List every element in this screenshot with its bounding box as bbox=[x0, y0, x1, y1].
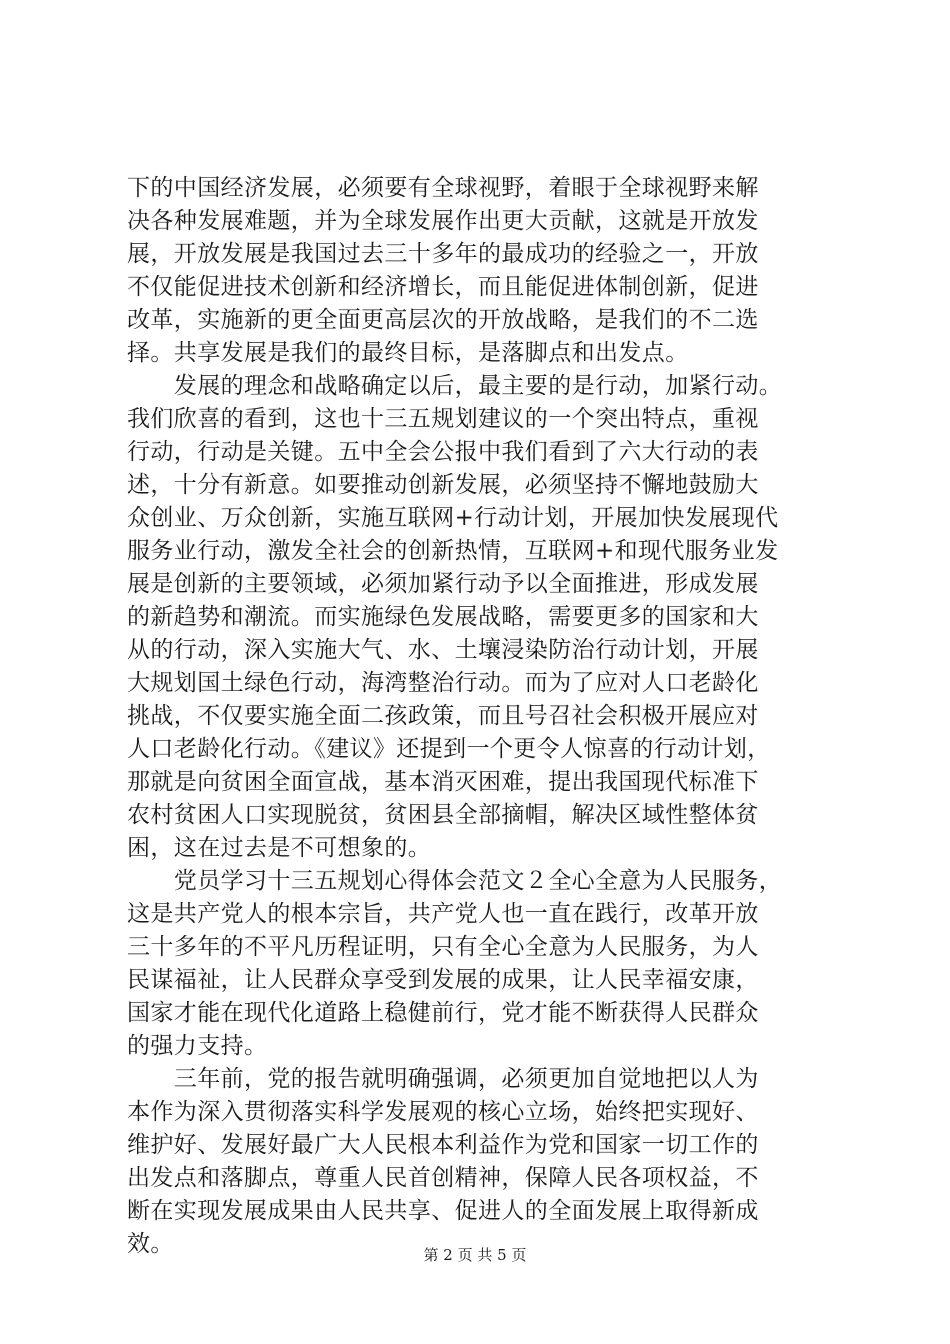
text-line: 大规划国土绿色行动，海湾整治行动。而为了应对人口老龄化 bbox=[127, 670, 759, 696]
text-line: 改革，实施新的更全面更高层次的开放战略，是我们的不二选 bbox=[127, 307, 759, 333]
text-line: 人口老龄化行动。《建议》还提到一个更令人惊喜的行动计划， bbox=[127, 736, 771, 762]
text-line: 发展的理念和战略确定以后，最主要的是行动，加紧行动。 bbox=[127, 373, 783, 399]
text-line: 维护好、发展好最广大人民根本利益作为党和国家一切工作的 bbox=[127, 1132, 759, 1158]
text-line: 下的中国经济发展，必须要有全球视野，着眼于全球视野来解 bbox=[127, 175, 759, 201]
text-line: 众创业、万众创新，实施互联网+行动计划，开展加快发展现代 bbox=[127, 505, 779, 531]
text-line: 农村贫困人口实现脱贫，贫困县全部摘帽，解决区域性整体贫 bbox=[127, 802, 759, 828]
text-line: 本作为深入贯彻落实科学发展观的核心立场，始终把实现好、 bbox=[127, 1099, 759, 1125]
text-line: 我们欣喜的看到，这也十三五规划建议的一个突出特点，重视 bbox=[127, 406, 759, 432]
text-line: 效。 bbox=[127, 1231, 174, 1257]
text-line: 决各种发展难题，并为全球发展作出更大贡献，这就是开放发 bbox=[127, 208, 759, 234]
text-line: 服务业行动，激发全社会的创新热情，互联网+和现代服务业发 bbox=[127, 538, 779, 564]
text-line: 三年前，党的报告就明确强调，必须更加自觉地把以人为 bbox=[127, 1066, 759, 1092]
text-line: 展是创新的主要领域，必须加紧行动予以全面推进，形成发展 bbox=[127, 571, 759, 597]
text-line: 党员学习十三五规划心得体会范文２全心全意为人民服务， bbox=[127, 868, 783, 894]
text-line: 民谋福祉，让人民群众享受到发展的成果，让人民幸福安康， bbox=[127, 967, 759, 993]
text-line: 展，开放发展是我国过去三十多年的最成功的经验之一，开放 bbox=[127, 241, 759, 267]
text-line: 述，十分有新意。如要推动创新发展，必须坚持不懈地鼓励大 bbox=[127, 472, 759, 498]
text-line: 从的行动，深入实施大气、水、土壤浸染防治行动计划，开展 bbox=[127, 637, 759, 663]
page-number: 第 2 页 共 5 页 bbox=[423, 1246, 527, 1264]
text-line: 困，这在过去是不可想象的。 bbox=[127, 835, 432, 861]
document-body bbox=[127, 172, 847, 1261]
text-line: 择。共享发展是我们的最终目标，是落脚点和出发点。 bbox=[127, 340, 689, 366]
text-line: 那就是向贫困全面宣战，基本消灭困难，提出我国现代标准下 bbox=[127, 769, 759, 795]
text-line: 挑战，不仅要实施全面二孩政策，而且号召社会积极开展应对 bbox=[127, 703, 759, 729]
text-line: 国家才能在现代化道路上稳健前行，党才能不断获得人民群众 bbox=[127, 1000, 759, 1026]
text-line: 断在实现发展成果由人民共享、促进人的全面发展上取得新成 bbox=[127, 1198, 759, 1224]
text-line: 出发点和落脚点，尊重人民首创精神，保障人民各项权益，不 bbox=[127, 1165, 759, 1191]
text-line: 的强力支持。 bbox=[127, 1033, 268, 1059]
text-line: 的新趋势和潮流。而实施绿色发展战略，需要更多的国家和大 bbox=[127, 604, 759, 630]
text-line: 不仅能促进技术创新和经济增长，而且能促进体制创新，促进 bbox=[127, 274, 759, 300]
page-footer bbox=[0, 1244, 950, 1265]
text-line: 这是共产党人的根本宗旨，共产党人也一直在践行，改革开放 bbox=[127, 901, 759, 927]
text-line: 三十多年的不平凡历程证明，只有全心全意为人民服务，为人 bbox=[127, 934, 759, 960]
text-line: 行动，行动是关键。五中全会公报中我们看到了六大行动的表 bbox=[127, 439, 759, 465]
